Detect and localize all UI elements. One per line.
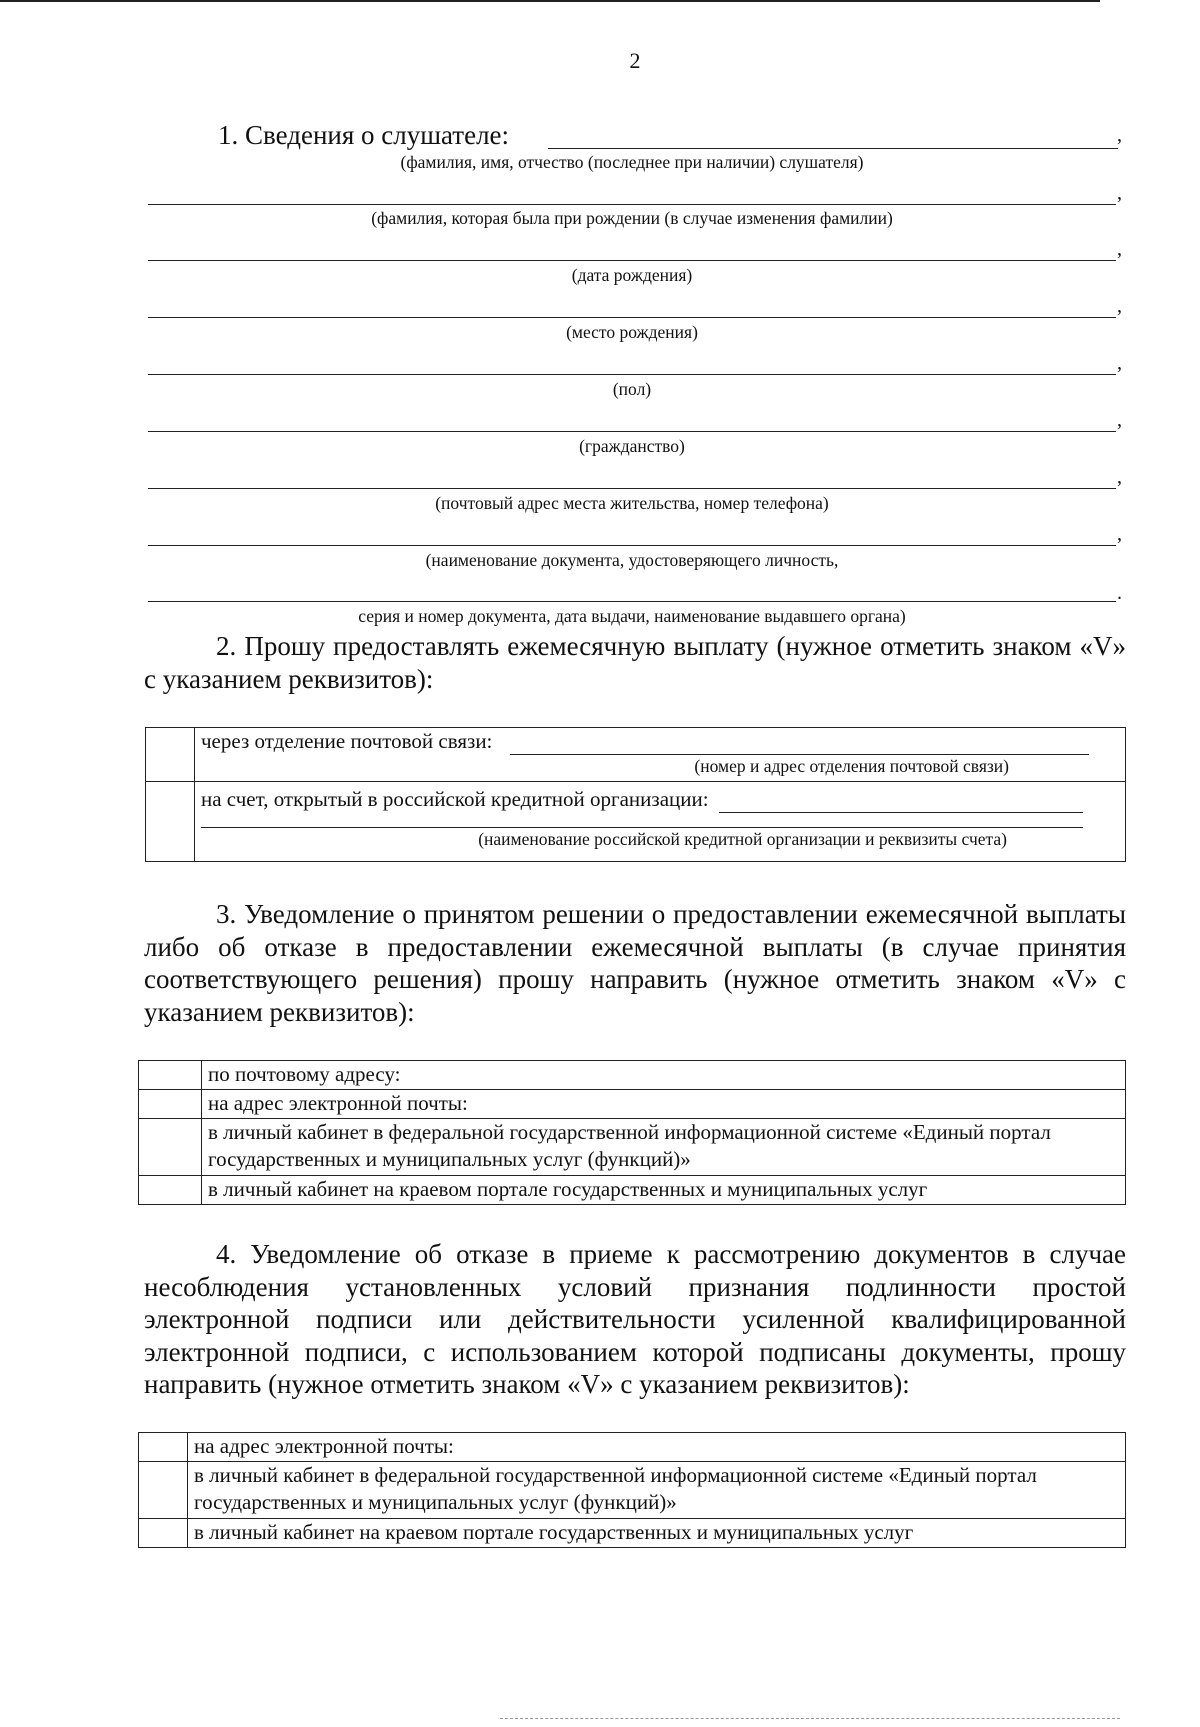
payment-method-table: [145, 727, 1126, 862]
table-row: [139, 1119, 1126, 1176]
bottom-divider: [500, 1718, 1120, 1719]
table-row: [139, 1433, 1126, 1462]
id-document-field[interactable]: [148, 545, 1116, 546]
full-name-field[interactable]: [548, 148, 1118, 149]
section4-text: 4. Уведомление об отказе в приеме к рассмотрению документов в случае несоблюдения установленных условий признания подлинности простой электронной подписи или действительности усиленной квалифицированной электронной подписи, с использованием которой подписаны документы, прошу направить (нужное отметить знаком «V» с указанием реквизитов):: [144, 1239, 1126, 1399]
option-gosuslugi-refusal: в личный кабинет в федеральной государственной информационной системе «Единый портал государственных и муниципальных услуг (функций)»: [188, 1462, 1126, 1519]
option-postal-address: по почтовому адресу:: [202, 1061, 1126, 1090]
bank-account-label: на счет, открытый в российской кредитной организации:: [201, 787, 709, 811]
top-border: [0, 0, 1100, 2]
birth-place-field[interactable]: [148, 317, 1116, 318]
postal-office-caption: (номер и адрес отделения почтовой связи): [694, 756, 1009, 776]
option-regional-portal-refusal: в личный кабинет на краевом портале государственных и муниципальных услуг: [188, 1519, 1126, 1548]
caption-address-phone: (почтовый адрес места жительства, номер телефона): [435, 493, 829, 513]
checkbox-gosuslugi[interactable]: [139, 1119, 202, 1176]
checkbox-postal-address[interactable]: [139, 1061, 202, 1090]
postal-office-input[interactable]: [510, 736, 1089, 755]
table-row: [139, 1176, 1126, 1205]
bank-account-caption: (наименование российской кредитной организации и реквизиты счета): [478, 829, 1007, 849]
birth-surname-field[interactable]: [148, 204, 1116, 205]
option-email: на адрес электронной почты:: [202, 1090, 1126, 1119]
table-row: [139, 1061, 1126, 1090]
checkbox-gosuslugi-refusal[interactable]: [139, 1462, 188, 1519]
caption-full-name: (фамилия, имя, отчество (последнее при наличии) слушателя): [400, 152, 864, 172]
caption-birth-place: (место рождения): [566, 322, 698, 342]
checkbox-email[interactable]: [139, 1090, 202, 1119]
notification-decision-table: [138, 1060, 1126, 1205]
section1-heading: 1. Сведения о слушателе:: [218, 120, 510, 150]
caption-birth-surname: (фамилия, которая была при рождении (в случае изменения фамилии): [371, 208, 893, 228]
table-row: [139, 1519, 1126, 1548]
postal-office-label: через отделение почтовой связи:: [201, 729, 493, 753]
checkbox-bank-account[interactable]: [146, 782, 195, 862]
checkbox-email-refusal[interactable]: [139, 1433, 188, 1462]
checkbox-regional-portal-refusal[interactable]: [139, 1519, 188, 1548]
section2-text: 2. Прошу предоставлять ежемесячную выплату (нужное отметить знаком «V» с указанием реквизитов):: [144, 631, 1126, 694]
caption-id-document-details: серия и номер документа, дата выдачи, наименование выдавшего органа): [358, 606, 906, 626]
table-row: [146, 728, 1126, 782]
table-row: [146, 782, 1126, 862]
caption-sex: (пол): [612, 379, 652, 399]
section3-text: 3. Уведомление о принятом решении о предоставлении ежемесячной выплаты либо об отказе в предоставлении ежемесячной выплаты (в случае принятия соответствующего решения) прошу направить (нужное отметить знаком «V» с указанием реквизитов):: [144, 899, 1126, 1027]
address-phone-field[interactable]: [148, 488, 1116, 489]
option-regional-portal: в личный кабинет на краевом портале государственных и муниципальных услуг: [202, 1176, 1126, 1205]
page-number: 2: [629, 48, 641, 73]
caption-birth-date: (дата рождения): [571, 265, 693, 285]
option-email-refusal: на адрес электронной почты:: [188, 1433, 1126, 1462]
citizenship-field[interactable]: [148, 431, 1116, 432]
id-document-details-field[interactable]: [148, 601, 1116, 602]
checkbox-regional-portal[interactable]: [139, 1176, 202, 1205]
row-postal-office: [195, 728, 1126, 782]
table-row: [139, 1090, 1126, 1119]
table-row: [139, 1462, 1126, 1519]
caption-citizenship: (гражданство): [579, 436, 685, 456]
row-bank-account: [195, 782, 1126, 862]
caption-id-document: (наименование документа, удостоверяющего личность,: [425, 550, 839, 570]
birth-date-field[interactable]: [148, 260, 1116, 261]
option-gosuslugi: в личный кабинет в федеральной государственной информационной системе «Единый портал государственных и муниципальных услуг (функций)»: [202, 1119, 1126, 1176]
bank-account-input[interactable]: [719, 794, 1083, 813]
sex-field[interactable]: [148, 374, 1116, 375]
checkbox-postal-office[interactable]: [146, 728, 195, 782]
notification-refusal-table: [138, 1432, 1126, 1548]
bank-details-input[interactable]: [201, 813, 1083, 828]
